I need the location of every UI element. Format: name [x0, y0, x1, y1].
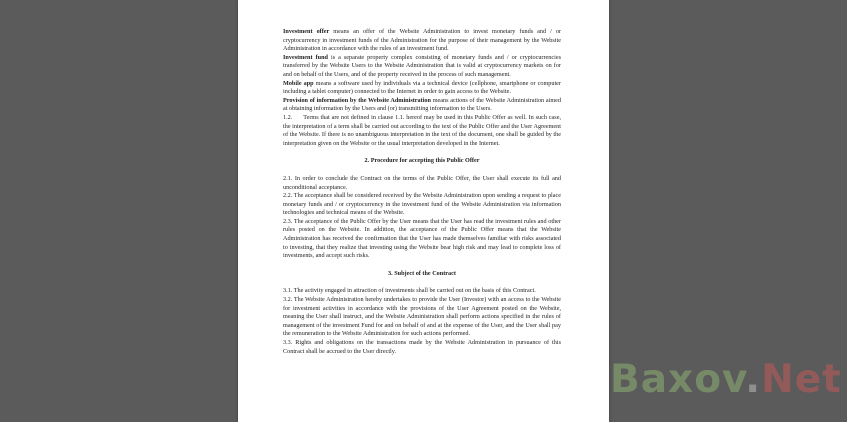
clause-2-2: 2.2. The acceptance shall be considered received by the Website Administration upon sending a request to place monetary funds and / or cryptocurrency in the investment fund of the Website Administration via information technologies and technical means of the Website. [283, 192, 561, 217]
watermark-name: Baxov [610, 357, 746, 402]
clause-3-3: 3.3. Rights and obligations on the transactions made by the Website Administration in pursuance of this Contract shall be accrued to the User directly. [283, 339, 561, 355]
definition-investment-fund [283, 54, 561, 80]
clause-2-3: 2.3. The acceptance of the Public Offer by the User means that the User has read the investment rules and other rules posted on the Website. In addition, the acceptance of the Public Offer means that the Website Administration has received the confirmation that the User has made themselves familiar with risks associated to investing, that they realize that investing using the Website bear high risk and may lead to complete loss of investments, and accept such risks. [283, 217, 561, 260]
definition-text: means a software used by individuals via a technical device (cellphone, smartphone or computer including a tablet computer) connected to the Internet in order to gain access to the Website. [283, 79, 561, 96]
definition-provision-of-information [283, 97, 561, 114]
definition-investment-offer [283, 28, 561, 54]
watermark-logo [610, 357, 842, 403]
clause-1-2 [283, 114, 561, 148]
page-content [283, 28, 561, 356]
document-page[interactable] [238, 0, 609, 422]
clause-3-1: 3.1. The activity engaged in attraction of investments shall be carried out on the basis of this Contract. [283, 287, 536, 295]
clause-text: 1.2. Terms that are not defined in clause 1.1. hereof may be used in this Public Offer as well. In such case, the interpretation of a term shall be carried out according to the text of the Public Offer and the User Agreement of the Website. If there is no unambiguous interpretation in the text of the document, one shall be guided by the interpretation given on the Website or the usual interpretation developed in the Internet. [283, 113, 563, 147]
definition-text: means an offer of the Website Administration to invest monetary funds and / or cryptocurrency in investment funds of the Administration for the purpose of their management by the Website Administration in accordance with the rules of an investment fund. [283, 28, 561, 53]
definition-mobile-app [283, 80, 561, 97]
definition-text: means actions of the Website Administration aimed at obtaining information by the Users and (or) transmitting information to the Users. [283, 96, 561, 113]
watermark-dot: . [745, 357, 762, 402]
term-investment-offer: Investment offer [283, 28, 330, 35]
section-2-heading: 2. Procedure for accepting this Public Offer [364, 157, 480, 165]
definition-text: is a separate property complex consisting of monetary funds and / or cryptocurrencies transferred by the Website Users to the Website Administration that is valid at cryptocurrency markets on for and on behalf of the Users, and of the property received in the process of such management. [283, 53, 561, 78]
term-provision-of-information: Provision of information by the Website Administration [283, 96, 431, 104]
term-mobile-app: Mobile app [283, 79, 314, 87]
term-investment-fund: Investment fund [283, 53, 328, 61]
clause-2-1: 2.1. In order to conclude the Contract on the terms of the Public Offer, the User shall execute its full and unconditional acceptance. [283, 174, 561, 191]
watermark-tld: Net [761, 357, 842, 402]
section-3-heading: 3. Subject of the Contract [388, 269, 456, 277]
clause-3-2: 3.2. The Website Administration hereby undertakes to provide the User (Investor) with an access to the Website for investment activities in accordance with the provisions of the User Agreement posted on the Website, meaning the User shall instruct, and the Website Administration shall perform actions specified in the rules of management of the investment Fund for and on behalf of and at the expense of the User, and the User shall pay the remuneration to the Website Administration for such actions performed. [283, 296, 561, 338]
